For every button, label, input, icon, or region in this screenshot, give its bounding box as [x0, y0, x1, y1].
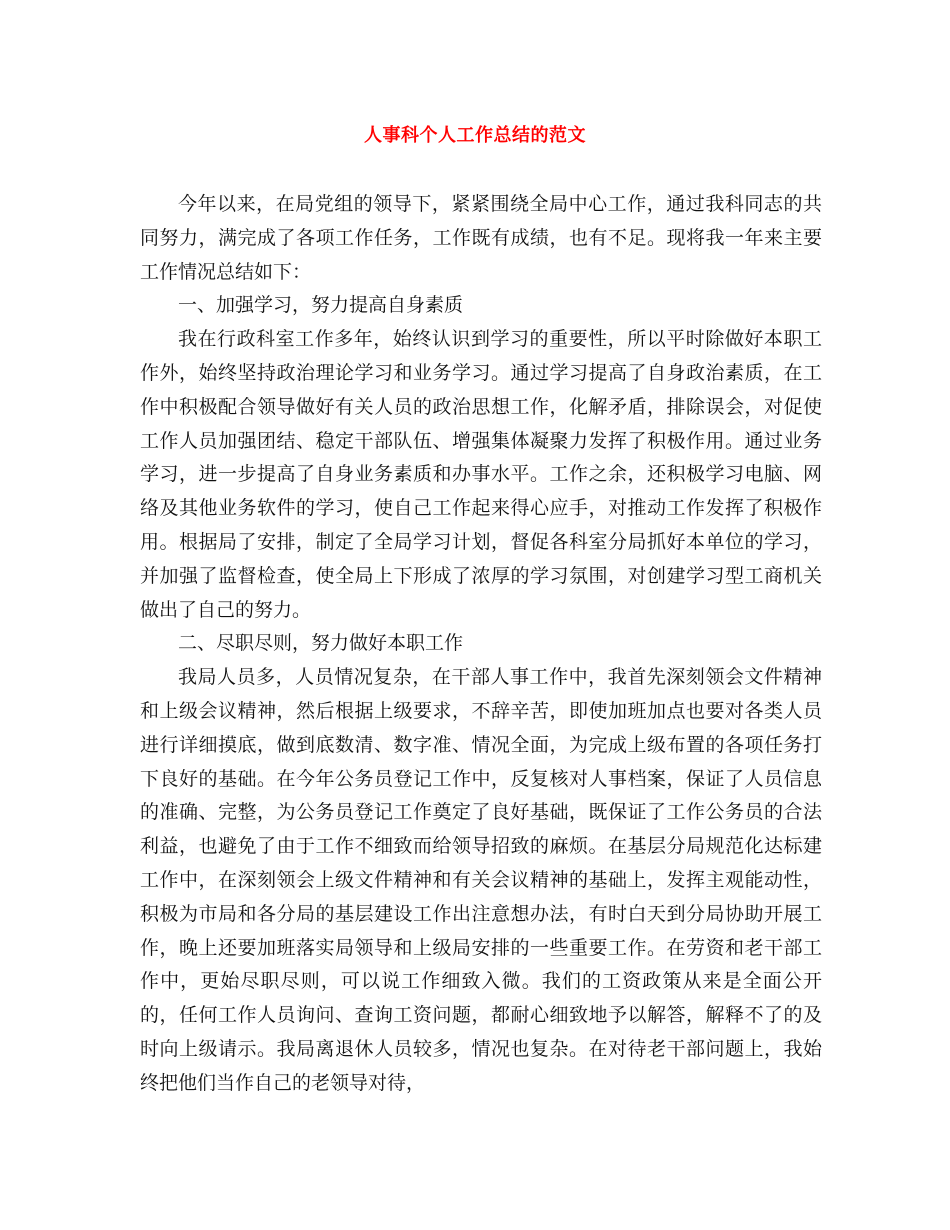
- paragraph-intro: 今年以来，在局党组的领导下，紧紧围绕全局中心工作，通过我科同志的共同努力，满完成了各项工作任务，工作既有成绩，也有不足。现将我一年来主要工作情况总结如下：: [140, 193, 822, 283]
- paragraph-duties: 我局人员多，人员情况复杂，在干部人事工作中，我首先深刻领会文件精神和上级会议精神，然后根据上级要求，不辞辛苦，即使加班加点也要对各类人员进行详细摸底，做到底数清、数字准、情况全面，为完成上级布置的各项任务打下良好的基础。在今年公务员登记工作中，反复核对人事档案，保证了人员信息的准确、完整，为公务员登记工作奠定了良好基础，既保证了工作公务员的合法利益，也避免了由于工作不细致而给领导招致的麻烦。在基层分局规范化达标建工作中，在深刻领会上级文件精神和有关会议精神的基础上，发挥主观能动性，积极为市局和各分局的基层建设工作出注意想办法，有时白天到分局协助开展工作，晚上还要加班落实局领导和上级局安排的一些重要工作。在劳资和老干部工作中，更始尽职尽则，可以说工作细致入微。我们的工资政策从来是全面公开的，任何工作人员询问、查询工资问题，都耐心细致地予以解答，解释不了的及时向上级请示。我局离退休人员较多，情况也复杂。在对待老干部问题上，我始终把他们当作自己的老领导对待，: [140, 666, 822, 1094]
- paragraph-study: 我在行政科室工作多年，始终认识到学习的重要性，所以平时除做好本职工作外，始终坚持政治理论学习和业务学习。通过学习提高了自身政治素质，在工作中积极配合领导做好有关人员的政治思想工作，化解矛盾，排除误会，对促使工作人员加强团结、稳定干部队伍、增强集体凝聚力发挥了积极作用。通过业务学习，进一步提高了自身业务素质和办事水平。工作之余，还积极学习电脑、网络及其他业务软件的学习，使自己工作起来得心应手，对推动工作发挥了积极作用。根据局了安排，制定了全局学习计划，督促各科室分局抓好本单位的学习，并加强了监督检查，使全局上下形成了浓厚的学习氛围，对创建学习型工商机关做出了自己的努力。: [140, 328, 822, 621]
- section-heading-2: 二、尽职尽则，努力做好本职工作: [178, 632, 464, 655]
- section-heading-1: 一、加强学习，努力提高自身素质: [178, 294, 464, 317]
- document-title: 人事科个人工作总结的范文: [364, 125, 586, 146]
- document-body: [140, 188, 822, 1101]
